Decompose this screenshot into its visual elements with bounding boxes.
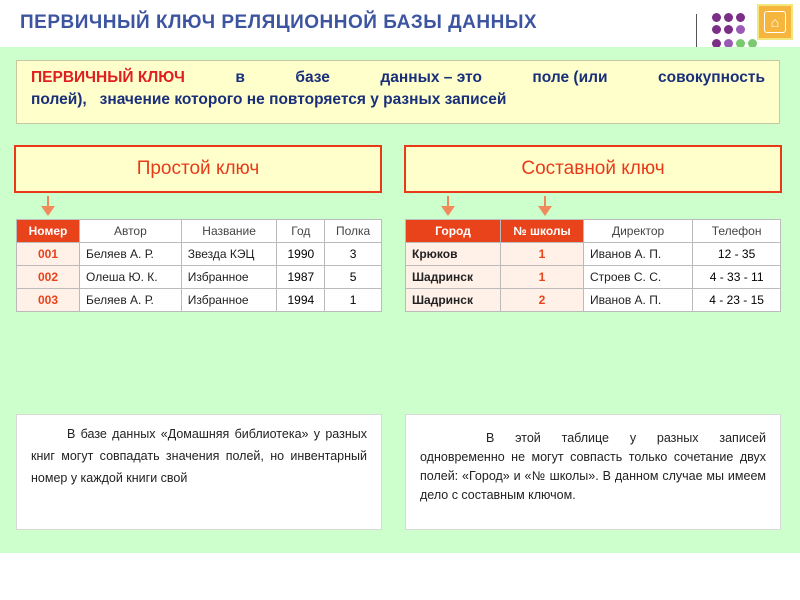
table-cell: 1990 [277,243,325,266]
table-cell: Избранное [181,289,277,312]
definition-word: данных – это [380,69,482,86]
simple-key-table [16,219,382,312]
column-header: Телефон [693,220,781,243]
header-divider [696,14,697,50]
table-header-row [406,220,781,243]
table-row [406,266,781,289]
column-header: Год [277,220,325,243]
table-cell: Олеша Ю. К. [80,266,182,289]
composite-key-heading: Составной ключ [404,145,782,193]
table-cell: 1 [501,243,584,266]
arrow-down-icon [538,196,552,218]
column-header: № школы [501,220,584,243]
arrow-down-icon [441,196,455,218]
table-cell: 003 [17,289,80,312]
definition-word: базе [295,69,330,86]
table-cell: 1994 [277,289,325,312]
table-cell: Иванов А. П. [584,243,693,266]
composite-key-note: В этой таблице у разных записей одновременно не могут совпасть только сочетание двух полей: «Город» и «№ школы». В данном случае мы имеем дело с составным ключом. [405,414,781,530]
page-title: ПЕРВИЧНЫЙ КЛЮЧ РЕЛЯЦИОННОЙ БАЗЫ ДАННЫХ [20,12,538,33]
definition-term: ПЕРВИЧНЫЙ КЛЮЧ [31,69,185,86]
table-cell: Избранное [181,266,277,289]
column-header: Номер [17,220,80,243]
table-cell: 002 [17,266,80,289]
dot [736,13,745,22]
composite-key-table [405,219,781,312]
home-icon: ⌂ [764,11,786,33]
table-cell: 5 [325,266,382,289]
column-header: Название [181,220,277,243]
table-cell: 1 [501,266,584,289]
table-row [406,243,781,266]
definition-box [16,60,780,124]
dot [736,25,745,34]
table-cell: 2 [501,289,584,312]
table-row [406,289,781,312]
decorative-dots [712,13,758,51]
table-cell: 4 - 23 - 15 [693,289,781,312]
table-cell: Крюков [406,243,501,266]
table-cell: Беляев А. Р. [80,289,182,312]
column-header: Город [406,220,501,243]
column-header: Директор [584,220,693,243]
simple-key-note: В базе данных «Домашняя библиотека» у разных книг могут совпадать значения полей, но инвентарный номер у каждой книги свой [16,414,382,530]
definition-line2: полей), значение которого не повторяется у разных записей [31,91,507,108]
table-cell: 4 - 33 - 11 [693,266,781,289]
arrow-down-icon [41,196,55,218]
simple-key-heading: Простой ключ [14,145,382,193]
table-cell: Шадринск [406,289,501,312]
table-cell: 001 [17,243,80,266]
table-row [17,289,382,312]
home-button[interactable] [757,4,793,40]
table-cell: 1 [325,289,382,312]
dot [724,25,733,34]
dot [712,13,721,22]
table-cell: Шадринск [406,266,501,289]
table-cell: Иванов А. П. [584,289,693,312]
column-header: Полка [325,220,382,243]
table-cell: 1987 [277,266,325,289]
table-row [17,266,382,289]
table-cell: 3 [325,243,382,266]
table-row [17,243,382,266]
dot [712,25,721,34]
definition-word: совокупность [657,69,765,86]
table-header-row [17,220,382,243]
dot [724,13,733,22]
definition-word: в [235,69,245,86]
table-cell: Строев С. С. [584,266,693,289]
table-cell: 12 - 35 [693,243,781,266]
table-cell: Беляев А. Р. [80,243,182,266]
table-cell: Звезда КЭЦ [181,243,277,266]
definition-word: поле (или [532,69,608,86]
column-header: Автор [80,220,182,243]
